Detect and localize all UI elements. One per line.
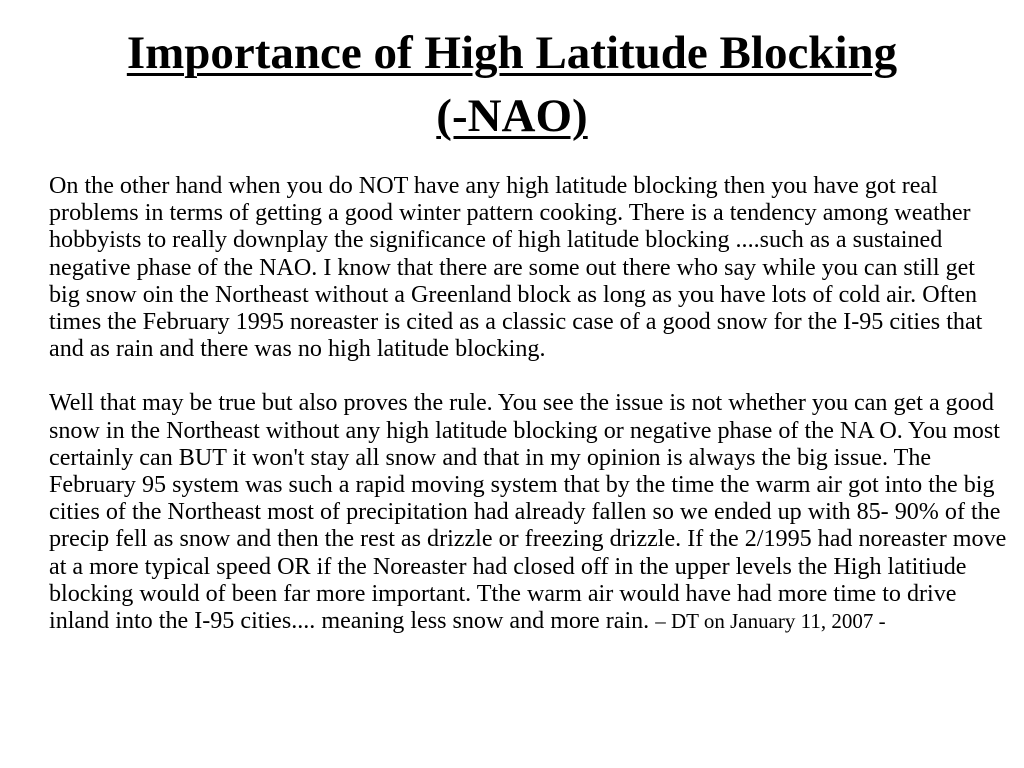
- title-line-1: Importance of High Latitude Blocking: [126, 27, 898, 79]
- slide-title: [0, 22, 1024, 148]
- paragraph-1-text: On the other hand when you do NOT have any high latitude blocking then you have got real problems in terms of getting a good winter pattern cooking. There is a tendency among weather hobbyists to really downplay the significance of high latitude blocking ....such as a sustained negative phase of the NAO. I know that there are some out there who say while you can still get big snow oin the Northeast without a Greenland block as long as you have lots of cold air. Often times the February 1995 noreaster is cited as a classic case of a good snow for the I-95 cities that and as rain and there was no high latitude blocking.: [49, 173, 983, 363]
- title-line-2: (-NAO): [436, 90, 588, 142]
- attribution: – DT on January 11, 2007 -: [655, 609, 886, 634]
- paragraph-1: [49, 173, 1011, 363]
- body-text: [49, 173, 1011, 635]
- paragraph-2: [49, 390, 1011, 635]
- paragraph-2-text: Well that may be true but also proves the rule. You see the issue is not whether you can get a good snow in the Northeast without any high latitude blocking or negative phase of the NA O. You most certainly can BUT it won't stay all snow and that in my opinion is always the big issue. The February 95 system was such a rapid moving system that by the time the warm air got into the big cities of the Northeast most of precipitation had already fallen so we ended up with 85- 90% of the precip fell as snow and then the rest as drizzle or freezing drizzle. If the 2/1995 had noreaster move at a more typical speed OR if the Noreaster had closed off in the upper levels the High latitiude blocking would of been far more important. Tthe warm air would have had more time to drive inland into the I-95 cities.... meaning less snow and more rain.: [49, 390, 1007, 635]
